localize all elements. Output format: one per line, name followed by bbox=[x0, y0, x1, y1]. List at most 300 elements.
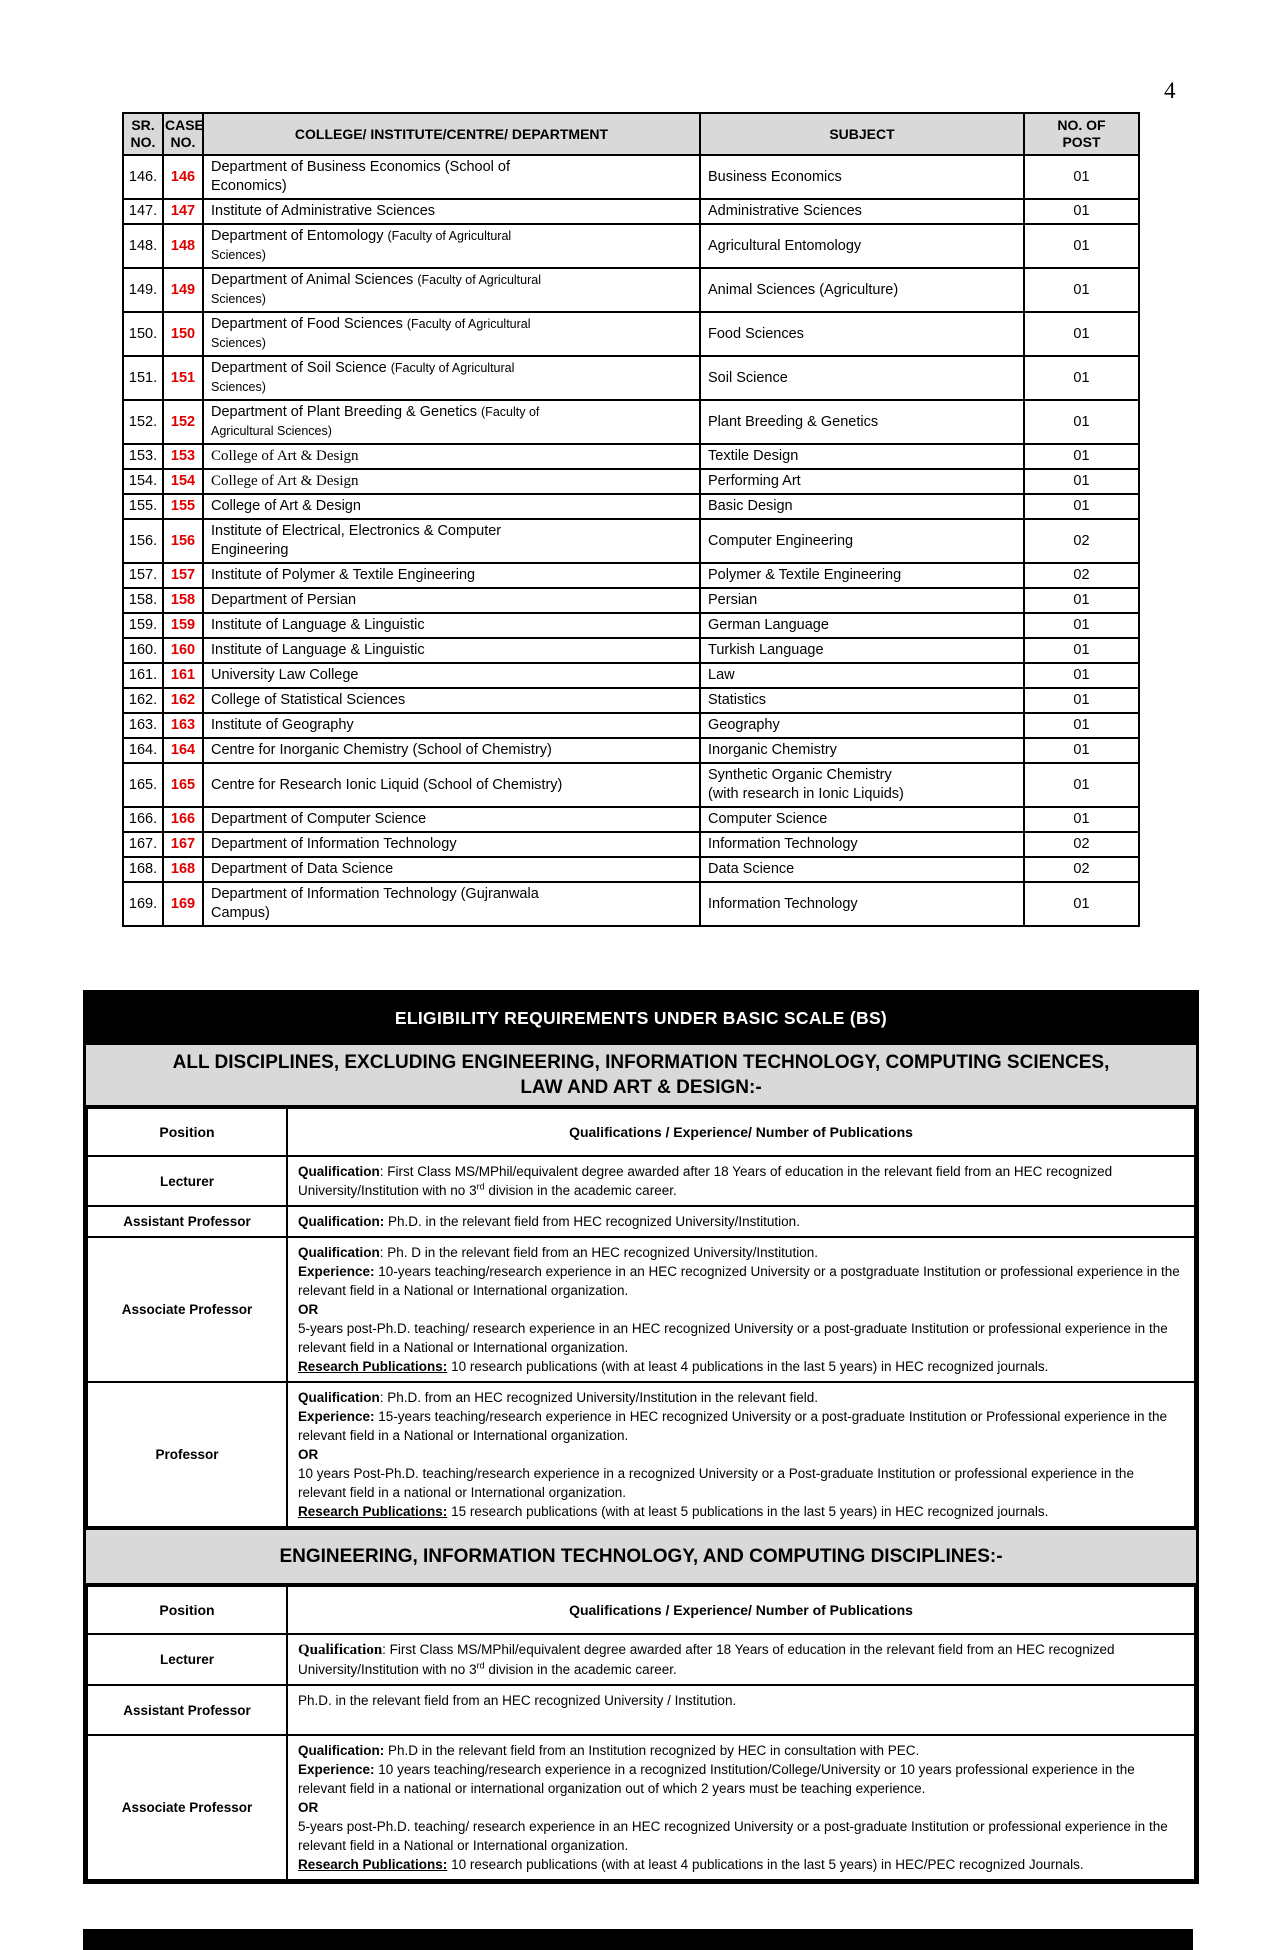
text-segment: Department of Food Sciences bbox=[211, 316, 407, 332]
sr-no-cell: 153. bbox=[123, 444, 163, 469]
case-no-cell: 159 bbox=[163, 613, 203, 638]
no-of-post-cell: 01 bbox=[1024, 738, 1139, 763]
text-segment: Department of Information Technology bbox=[211, 836, 457, 852]
sr-no-cell: 169. bbox=[123, 882, 163, 926]
text-segment: 10 research publications (with at least 4 publications in the last 5 years) in HEC/PEC recognized Journals. bbox=[447, 1857, 1084, 1872]
text-line bbox=[708, 666, 1016, 685]
department-cell bbox=[203, 613, 700, 638]
col-header-case-no: CASE NO. bbox=[163, 113, 203, 155]
subject-cell bbox=[700, 832, 1024, 857]
qualification-cell bbox=[287, 1237, 1195, 1382]
text-segment: 15-years teaching/research experience in HEC recognized University or a post-graduate Institution or Professional experience in the relevant field in a National or International organization. bbox=[298, 1409, 1167, 1443]
department-cell bbox=[203, 588, 700, 613]
qualification-cell bbox=[287, 1735, 1195, 1880]
sr-no-cell: 148. bbox=[123, 224, 163, 268]
subject-cell bbox=[700, 563, 1024, 588]
text-segment: division in the academic career. bbox=[484, 1183, 677, 1198]
section2-title bbox=[86, 1528, 1196, 1585]
text-segment: Qualification bbox=[298, 1245, 380, 1260]
section1-title-text: ALL DISCIPLINES, EXCLUDING ENGINEERING, INFORMATION TECHNOLOGY, COMPUTING SCIENCES, LAW AND ART & DESIGN:- bbox=[172, 1052, 1110, 1098]
no-of-post-cell: 01 bbox=[1024, 688, 1139, 713]
subject-cell bbox=[700, 882, 1024, 926]
eligibility-banner: ELIGIBILITY REQUIREMENTS UNDER BASIC SCALE (BS) bbox=[86, 993, 1196, 1043]
text-line bbox=[708, 325, 1016, 344]
no-of-post-cell: 01 bbox=[1024, 638, 1139, 663]
text-segment: Centre for Inorganic Chemistry (School of Chemistry) bbox=[211, 742, 552, 758]
text-line bbox=[211, 741, 692, 760]
text-segment: Polymer & Textile Engineering bbox=[708, 567, 902, 583]
position-column-header: Position bbox=[87, 1108, 287, 1156]
text-line bbox=[298, 1691, 1184, 1710]
no-of-post-cell: 02 bbox=[1024, 519, 1139, 563]
subject-cell bbox=[700, 663, 1024, 688]
text-line bbox=[708, 237, 1016, 256]
subject-cell bbox=[700, 444, 1024, 469]
text-segment: Sciences) bbox=[211, 292, 266, 306]
page-number: 4 bbox=[1164, 78, 1176, 103]
qualification-cell bbox=[287, 1382, 1195, 1527]
department-cell bbox=[203, 356, 700, 400]
sr-no-cell: 157. bbox=[123, 563, 163, 588]
qualification-cell bbox=[287, 1156, 1195, 1206]
sr-no-cell: 147. bbox=[123, 199, 163, 224]
sr-no-cell: 149. bbox=[123, 268, 163, 312]
subject-cell bbox=[700, 155, 1024, 199]
department-cell bbox=[203, 519, 700, 563]
vacancy-row bbox=[123, 807, 1139, 832]
text-segment: Ph.D. in the relevant field from an HEC recognized University / Institution. bbox=[298, 1693, 737, 1708]
text-segment: Computer Engineering bbox=[708, 532, 854, 549]
text-line bbox=[708, 566, 1016, 585]
sr-no-cell: 158. bbox=[123, 588, 163, 613]
text-segment: Department of Plant Breeding & Genetics bbox=[211, 404, 482, 420]
section1-header-row bbox=[87, 1108, 1195, 1156]
vacancy-row bbox=[123, 613, 1139, 638]
no-of-post-cell: 01 bbox=[1024, 469, 1139, 494]
sr-no-cell: 155. bbox=[123, 494, 163, 519]
no-of-post-cell: 01 bbox=[1024, 199, 1139, 224]
vacancy-row bbox=[123, 444, 1139, 469]
text-segment: College of Art & Design bbox=[211, 473, 359, 489]
text-line bbox=[211, 497, 692, 516]
eligibility-row bbox=[87, 1237, 1195, 1382]
text-line bbox=[211, 904, 692, 923]
no-of-post-cell: 01 bbox=[1024, 882, 1139, 926]
text-segment: Administrative Sciences bbox=[708, 203, 862, 219]
sr-no-cell: 146. bbox=[123, 155, 163, 199]
text-segment: Research Publications: bbox=[298, 1504, 448, 1519]
case-no-cell: 153 bbox=[163, 444, 203, 469]
text-line bbox=[298, 1502, 1184, 1521]
subject-cell bbox=[700, 807, 1024, 832]
next-page-banner-strip bbox=[83, 1929, 1193, 1950]
no-of-post-cell: 01 bbox=[1024, 356, 1139, 400]
department-cell bbox=[203, 444, 700, 469]
text-line bbox=[708, 497, 1016, 516]
vacancy-table bbox=[122, 112, 1140, 927]
text-segment: Research Publications: bbox=[298, 1359, 448, 1374]
eligibility-row bbox=[87, 1735, 1195, 1880]
text-segment: Research Publications: bbox=[298, 1857, 448, 1872]
text-segment: OR bbox=[298, 1800, 319, 1815]
department-cell bbox=[203, 713, 700, 738]
case-no-cell: 164 bbox=[163, 738, 203, 763]
text-segment: College of Art & Design bbox=[211, 498, 361, 514]
text-line bbox=[708, 766, 1016, 785]
vacancy-row bbox=[123, 588, 1139, 613]
vacancy-row bbox=[123, 663, 1139, 688]
qualification-cell bbox=[287, 1685, 1195, 1735]
text-line bbox=[211, 835, 692, 854]
text-segment: Economics) bbox=[211, 178, 287, 194]
text-segment: Information Technology bbox=[708, 895, 858, 912]
text-line bbox=[708, 616, 1016, 635]
sr-no-cell: 161. bbox=[123, 663, 163, 688]
text-segment: Inorganic Chemistry bbox=[708, 742, 837, 758]
text-line bbox=[298, 1388, 1184, 1407]
eligibility-row bbox=[87, 1634, 1195, 1685]
text-segment: Department of Soil Science bbox=[211, 360, 391, 376]
vacancy-row bbox=[123, 713, 1139, 738]
text-line bbox=[211, 566, 692, 585]
text-segment: Food Sciences bbox=[708, 325, 804, 342]
text-line bbox=[298, 1798, 1184, 1817]
qualification-cell bbox=[287, 1634, 1195, 1685]
no-of-post-cell: 02 bbox=[1024, 563, 1139, 588]
sr-no-cell: 150. bbox=[123, 312, 163, 356]
department-cell bbox=[203, 268, 700, 312]
vacancy-row bbox=[123, 738, 1139, 763]
text-line bbox=[708, 369, 1016, 388]
no-of-post-cell: 02 bbox=[1024, 832, 1139, 857]
subject-cell bbox=[700, 738, 1024, 763]
text-segment: Agricultural Sciences) bbox=[211, 424, 332, 438]
col-header-subject: SUBJECT bbox=[700, 113, 1024, 155]
text-segment: Plant Breeding & Genetics bbox=[708, 413, 879, 430]
text-segment: German Language bbox=[708, 617, 829, 633]
text-segment: Synthetic Organic Chemistry bbox=[708, 767, 892, 783]
subject-cell bbox=[700, 199, 1024, 224]
col-header-no-of-post: NO. OF POST bbox=[1024, 113, 1139, 155]
text-line bbox=[211, 227, 692, 246]
text-line bbox=[298, 1243, 1184, 1262]
no-of-post-cell: 01 bbox=[1024, 807, 1139, 832]
text-line bbox=[708, 895, 1016, 914]
text-segment: Experience: bbox=[298, 1264, 375, 1279]
text-segment: Qualification bbox=[298, 1390, 380, 1405]
text-line bbox=[708, 785, 1016, 804]
text-segment: Sciences) bbox=[211, 336, 266, 350]
position-cell: Lecturer bbox=[87, 1634, 287, 1685]
text-segment: Statistics bbox=[708, 692, 767, 708]
text-line bbox=[298, 1741, 1184, 1760]
text-segment: Department of Computer Science bbox=[211, 811, 427, 827]
vacancy-table-header-row bbox=[123, 113, 1139, 155]
sr-no-cell: 159. bbox=[123, 613, 163, 638]
text-line bbox=[211, 403, 692, 422]
sr-no-cell: 152. bbox=[123, 400, 163, 444]
section2-title-text: ENGINEERING, INFORMATION TECHNOLOGY, AND COMPUTING DISCIPLINES:- bbox=[279, 1546, 1003, 1567]
text-line bbox=[708, 716, 1016, 735]
sr-no-cell: 166. bbox=[123, 807, 163, 832]
vacancy-row bbox=[123, 199, 1139, 224]
text-line bbox=[211, 271, 692, 290]
text-segment: Basic Design bbox=[708, 498, 793, 514]
no-of-post-cell: 01 bbox=[1024, 155, 1139, 199]
text-line bbox=[708, 532, 1016, 551]
text-segment: Institute of Polymer & Textile Engineering bbox=[211, 567, 476, 583]
text-segment: 10 research publications (with at least 4 publications in the last 5 years) in HEC recognized journals. bbox=[447, 1359, 1049, 1374]
no-of-post-cell: 01 bbox=[1024, 444, 1139, 469]
text-line bbox=[298, 1162, 1184, 1200]
case-no-cell: 166 bbox=[163, 807, 203, 832]
vacancy-row bbox=[123, 882, 1139, 926]
text-line bbox=[211, 776, 692, 795]
department-cell bbox=[203, 663, 700, 688]
text-line bbox=[708, 472, 1016, 491]
qualifications-column-header: Qualifications / Experience/ Number of Publications bbox=[287, 1586, 1195, 1634]
text-segment: OR bbox=[298, 1302, 319, 1317]
text-segment: 5-years post-Ph.D. teaching/ research experience in an HEC recognized University or a post-graduate Institution or professional experience in the relevant field in a National or International organization. bbox=[298, 1819, 1168, 1853]
department-cell bbox=[203, 738, 700, 763]
text-segment: Soil Science bbox=[708, 369, 788, 386]
case-no-cell: 165 bbox=[163, 763, 203, 807]
text-segment: (Faculty of bbox=[481, 405, 540, 419]
text-segment: Centre for Research Ionic Liquid (School of Chemistry) bbox=[211, 776, 563, 793]
case-no-cell: 167 bbox=[163, 832, 203, 857]
text-segment: OR bbox=[298, 1447, 319, 1462]
text-segment: Agricultural Entomology bbox=[708, 237, 862, 254]
case-no-cell: 147 bbox=[163, 199, 203, 224]
department-cell bbox=[203, 638, 700, 663]
position-cell: Associate Professor bbox=[87, 1735, 287, 1880]
case-no-cell: 151 bbox=[163, 356, 203, 400]
text-segment: Qualification bbox=[298, 1164, 380, 1179]
qualification-cell bbox=[287, 1206, 1195, 1237]
no-of-post-cell: 01 bbox=[1024, 713, 1139, 738]
subject-cell bbox=[700, 857, 1024, 882]
text-segment: division in the academic career. bbox=[484, 1662, 677, 1677]
text-line bbox=[211, 290, 692, 309]
text-segment: Institute of Language & Linguistic bbox=[211, 642, 425, 658]
sr-no-cell: 168. bbox=[123, 857, 163, 882]
text-line bbox=[298, 1817, 1184, 1855]
case-no-cell: 160 bbox=[163, 638, 203, 663]
no-of-post-cell: 01 bbox=[1024, 312, 1139, 356]
text-line bbox=[211, 359, 692, 378]
text-segment: Ph.D in the relevant field from an Institution recognized by HEC in consultation with PEC. bbox=[384, 1743, 920, 1758]
text-segment: rd bbox=[476, 1660, 485, 1671]
vacancy-row bbox=[123, 268, 1139, 312]
department-cell bbox=[203, 688, 700, 713]
text-segment: 15 research publications (with at least 5 publications in the last 5 years) in HEC recognized journals. bbox=[447, 1504, 1049, 1519]
subject-cell bbox=[700, 356, 1024, 400]
department-cell bbox=[203, 494, 700, 519]
eligibility-row bbox=[87, 1156, 1195, 1206]
text-segment: 10 years Post-Ph.D. teaching/research experience in a recognized University or a Post-graduate Institution or professional experience in the relevant field in a national or International organization. bbox=[298, 1466, 1134, 1500]
subject-cell bbox=[700, 688, 1024, 713]
position-cell: Assistant Professor bbox=[87, 1685, 287, 1735]
text-segment: Law bbox=[708, 667, 735, 683]
text-segment: Business Economics bbox=[708, 168, 842, 185]
no-of-post-cell: 02 bbox=[1024, 857, 1139, 882]
text-segment: Textile Design bbox=[708, 448, 799, 464]
text-segment: Qualification: bbox=[298, 1743, 385, 1758]
text-segment: Sciences) bbox=[211, 248, 266, 262]
sr-no-cell: 160. bbox=[123, 638, 163, 663]
no-of-post-cell: 01 bbox=[1024, 268, 1139, 312]
sr-no-cell: 162. bbox=[123, 688, 163, 713]
vacancy-row bbox=[123, 857, 1139, 882]
eligibility-section bbox=[83, 990, 1199, 1884]
text-line bbox=[708, 810, 1016, 829]
text-segment: Department of Business Economics (School of bbox=[211, 159, 510, 175]
position-cell: Associate Professor bbox=[87, 1237, 287, 1382]
subject-cell bbox=[700, 613, 1024, 638]
no-of-post-cell: 01 bbox=[1024, 224, 1139, 268]
department-cell bbox=[203, 224, 700, 268]
text-segment: Persian bbox=[708, 592, 758, 608]
no-of-post-cell: 01 bbox=[1024, 663, 1139, 688]
section2-header-row bbox=[87, 1586, 1195, 1634]
vacancy-row bbox=[123, 224, 1139, 268]
text-segment: Department of Data Science bbox=[211, 861, 394, 877]
text-line bbox=[708, 741, 1016, 760]
vacancy-row bbox=[123, 469, 1139, 494]
case-no-cell: 154 bbox=[163, 469, 203, 494]
no-of-post-cell: 01 bbox=[1024, 588, 1139, 613]
case-no-cell: 169 bbox=[163, 882, 203, 926]
case-no-cell: 146 bbox=[163, 155, 203, 199]
text-segment: Turkish Language bbox=[708, 642, 824, 658]
col-header-department: COLLEGE/ INSTITUTE/CENTRE/ DEPARTMENT bbox=[203, 113, 700, 155]
text-line bbox=[211, 691, 692, 710]
text-line bbox=[708, 835, 1016, 854]
eligibility-row bbox=[87, 1382, 1195, 1527]
case-no-cell: 162 bbox=[163, 688, 203, 713]
text-line bbox=[708, 281, 1016, 300]
subject-cell bbox=[700, 224, 1024, 268]
text-line bbox=[298, 1407, 1184, 1445]
no-of-post-cell: 01 bbox=[1024, 400, 1139, 444]
sr-no-cell: 167. bbox=[123, 832, 163, 857]
sr-no-cell: 165. bbox=[123, 763, 163, 807]
text-segment: Experience: bbox=[298, 1409, 375, 1424]
case-no-cell: 158 bbox=[163, 588, 203, 613]
text-segment: Information Technology bbox=[708, 836, 858, 852]
text-segment: Institute of Electrical, Electronics & Computer bbox=[211, 523, 502, 539]
section1-table bbox=[86, 1107, 1196, 1528]
text-segment: Computer Science bbox=[708, 811, 828, 827]
text-line bbox=[211, 541, 692, 560]
department-cell bbox=[203, 807, 700, 832]
text-line bbox=[211, 315, 692, 334]
text-segment: Institute of Language & Linguistic bbox=[211, 617, 425, 633]
sr-no-cell: 164. bbox=[123, 738, 163, 763]
no-of-post-cell: 01 bbox=[1024, 763, 1139, 807]
text-segment: 5-years post-Ph.D. teaching/ research experience in an HEC recognized University or a post-graduate Institution or professional experience in the relevant field in a National or International organization. bbox=[298, 1321, 1168, 1355]
text-segment: Ph.D. in the relevant field from HEC recognized University/Institution. bbox=[384, 1214, 800, 1229]
text-segment: (Faculty of Agricultural bbox=[417, 273, 541, 287]
section1-title bbox=[86, 1043, 1196, 1107]
position-column-header: Position bbox=[87, 1586, 287, 1634]
text-segment: (Faculty of Agricultural bbox=[406, 317, 531, 331]
text-line bbox=[708, 447, 1016, 466]
text-segment: : First Class MS/MPhil/equivalent degree awarded after 18 Years of education in the relevant field from an HEC recognized University/Institution with no 3 bbox=[298, 1642, 1115, 1677]
text-line bbox=[298, 1262, 1184, 1300]
text-segment: rd bbox=[476, 1181, 485, 1192]
text-line bbox=[298, 1319, 1184, 1357]
sr-no-cell: 151. bbox=[123, 356, 163, 400]
vacancy-row bbox=[123, 763, 1139, 807]
department-cell bbox=[203, 199, 700, 224]
text-line bbox=[211, 334, 692, 353]
text-segment: 10-years teaching/research experience in an HEC recognized University or a postgraduate Institution or professional experience in the relevant field in a National or International organization. bbox=[298, 1264, 1180, 1298]
department-cell bbox=[203, 763, 700, 807]
text-line bbox=[298, 1760, 1184, 1798]
case-no-cell: 157 bbox=[163, 563, 203, 588]
vacancy-row bbox=[123, 563, 1139, 588]
text-segment: (Faculty of Agricultural bbox=[387, 229, 512, 243]
no-of-post-cell: 01 bbox=[1024, 613, 1139, 638]
department-cell bbox=[203, 469, 700, 494]
case-no-cell: 168 bbox=[163, 857, 203, 882]
no-of-post-cell: 01 bbox=[1024, 494, 1139, 519]
subject-cell bbox=[700, 268, 1024, 312]
text-segment: : Ph.D. from an HEC recognized University/Institution in the relevant field. bbox=[379, 1390, 818, 1405]
case-no-cell: 150 bbox=[163, 312, 203, 356]
text-line bbox=[708, 641, 1016, 660]
subject-cell bbox=[700, 494, 1024, 519]
text-line bbox=[708, 168, 1016, 187]
text-line bbox=[211, 616, 692, 635]
text-line bbox=[211, 591, 692, 610]
text-line bbox=[211, 641, 692, 660]
position-cell: Lecturer bbox=[87, 1156, 287, 1206]
case-no-cell: 149 bbox=[163, 268, 203, 312]
col-header-sr-no: SR. NO. bbox=[123, 113, 163, 155]
subject-cell bbox=[700, 763, 1024, 807]
vacancy-row bbox=[123, 356, 1139, 400]
subject-cell bbox=[700, 638, 1024, 663]
text-line bbox=[211, 246, 692, 265]
subject-cell bbox=[700, 519, 1024, 563]
department-cell bbox=[203, 832, 700, 857]
text-line bbox=[708, 202, 1016, 221]
text-segment: Institute of Geography bbox=[211, 717, 354, 733]
vacancy-row bbox=[123, 688, 1139, 713]
subject-cell bbox=[700, 588, 1024, 613]
text-line bbox=[211, 716, 692, 735]
text-line bbox=[211, 860, 692, 879]
text-segment: University Law College bbox=[211, 667, 359, 683]
subject-cell bbox=[700, 400, 1024, 444]
department-cell bbox=[203, 155, 700, 199]
text-line bbox=[298, 1212, 1184, 1231]
text-line bbox=[211, 885, 692, 904]
text-line bbox=[708, 691, 1016, 710]
text-line bbox=[211, 177, 692, 196]
text-segment: : First Class MS/MPhil/equivalent degree awarded after 18 Years of education in the relevant field from an HEC recognized University/Institution with no 3 bbox=[298, 1164, 1113, 1198]
text-segment: Performing Art bbox=[708, 473, 801, 489]
vacancy-row bbox=[123, 519, 1139, 563]
department-cell bbox=[203, 563, 700, 588]
department-cell bbox=[203, 312, 700, 356]
text-segment: Data Science bbox=[708, 861, 795, 877]
position-cell: Assistant Professor bbox=[87, 1206, 287, 1237]
text-line bbox=[211, 522, 692, 541]
text-line bbox=[211, 378, 692, 397]
